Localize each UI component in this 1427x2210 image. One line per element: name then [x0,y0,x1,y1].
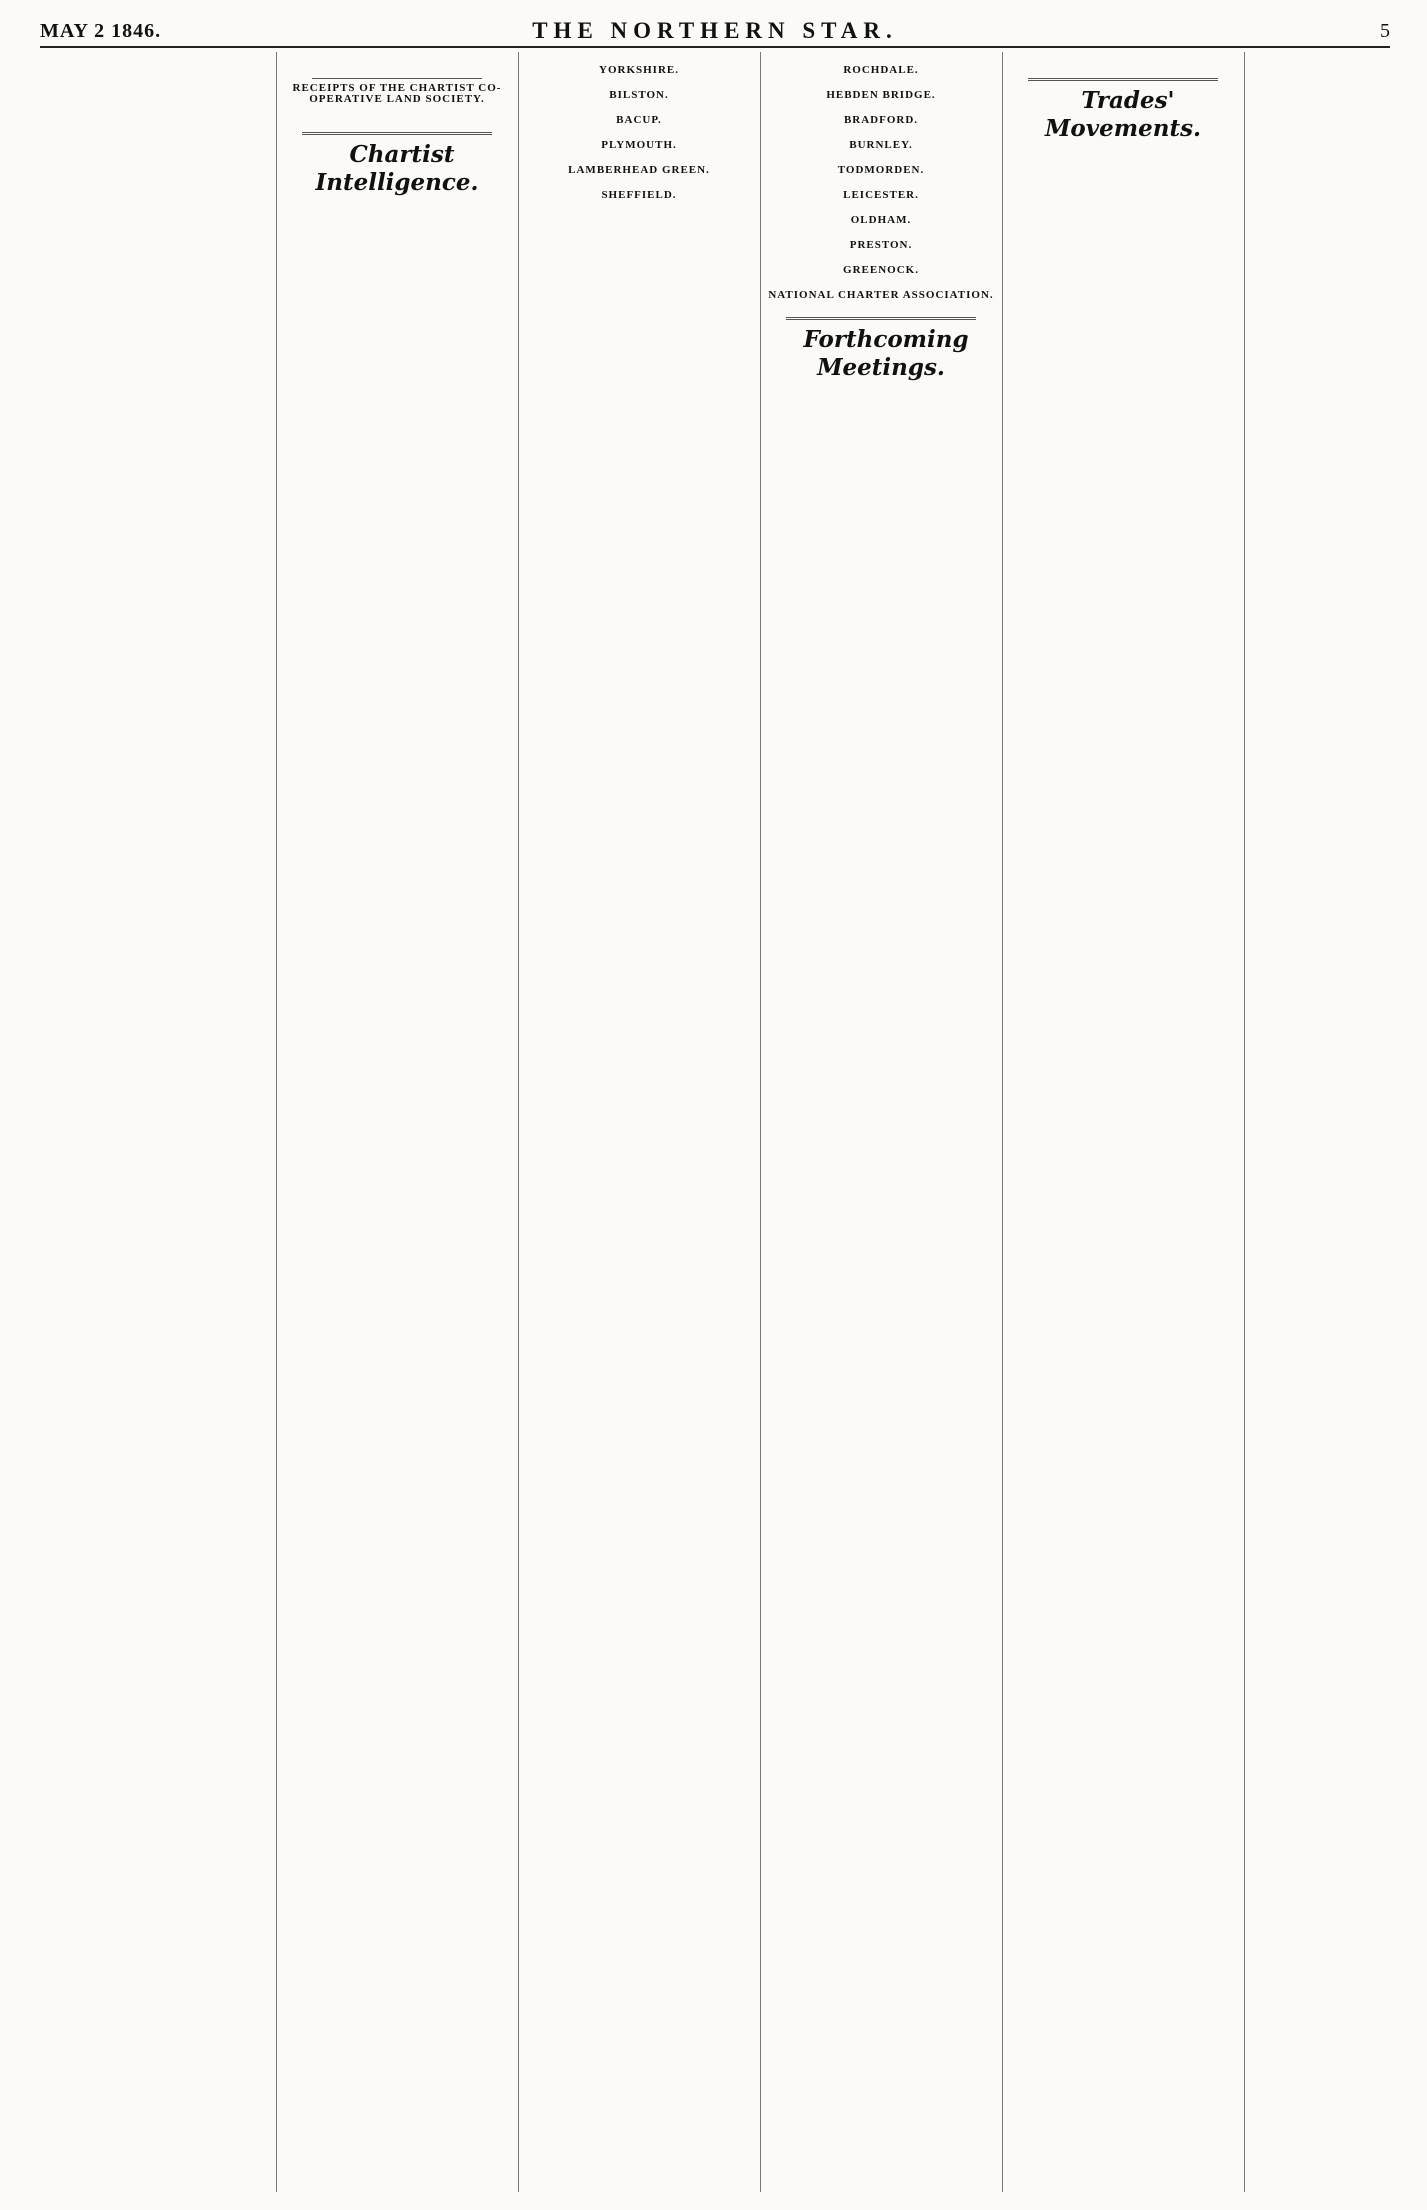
placeholder-line [524,152,754,163]
heading-todmorden: TODMORDEN. [837,164,925,176]
page-number: 5 [1380,20,1390,42]
column-2 [282,52,512,2192]
placeholder-line [524,202,754,213]
placeholder-line [282,210,512,221]
placeholder-line [1250,52,1410,63]
placeholder-line [524,102,754,113]
divider [302,132,492,135]
column-rule [760,52,761,2192]
receipts-heading: RECEIPTS OF THE CHARTIST CO-OPERATIVE LAND SOCIETY. [292,82,502,105]
heading-sheffield: SHEFFIELD. [601,189,677,201]
column-6 [1250,52,1410,2192]
placeholder-line [766,77,996,88]
divider [1028,78,1218,81]
placeholder-line [40,96,270,107]
heading-national-chartist-association: NATIONAL CHARTER ASSOCIATION. [768,289,994,301]
placeholder-line [282,106,512,117]
column-3 [524,52,754,2192]
column-rule [1002,52,1003,2192]
placeholder-line [40,52,270,63]
placeholder-line [766,302,996,313]
placeholder-line [1008,145,1238,156]
placeholder-line [1008,52,1238,63]
placeholder-line [524,77,754,88]
placeholder-line [1250,63,1410,74]
column-rule [1244,52,1245,2192]
placeholder-line [282,117,512,128]
column-rule [276,52,277,2192]
placeholder-line [766,152,996,163]
heading-yorkshire: YORKSHIRE. [599,64,679,76]
heading-greenock: GREENOCK. [843,264,919,276]
heading-leicester: LEICESTER. [843,189,919,201]
newspaper-title: THE NORTHERN STAR. [532,18,898,43]
placeholder-line [1250,74,1410,85]
placeholder-line [766,277,996,288]
heading-rochdale: ROCHDALE. [843,64,919,76]
placeholder-line [40,85,270,96]
section-heading-chartist-intelligence: Chartist Intelligence. [315,141,479,196]
placeholder-line [766,202,996,213]
heading-bradford: BRADFORD. [843,114,919,126]
placeholder-line [766,52,996,63]
placeholder-line [766,227,996,238]
column-4 [766,52,996,2192]
divider [312,78,482,79]
placeholder-line [1008,63,1238,74]
placeholder-line [766,252,996,263]
heading-oldham: OLDHAM. [850,214,912,226]
heading-plymouth: PLYMOUTH. [601,139,677,151]
column-rule [518,52,519,2192]
masthead [40,10,1390,48]
placeholder-line [766,127,996,138]
heading-bacup: BACUP. [616,114,662,126]
placeholder-line [766,177,996,188]
placeholder-line [1008,156,1238,167]
placeholder-line [282,52,512,63]
heading-preston: PRESTON. [849,239,913,251]
placeholder-line [40,63,270,74]
section-heading-trades-movements: Trades' Movements. [1044,87,1202,142]
section-heading-forthcoming-meetings: Forthcoming Meetings. [803,326,969,381]
divider [786,317,976,320]
column-5 [1008,52,1238,2192]
placeholder-line [40,74,270,85]
heading-hebden-bridge: HEBDEN BRIDGE. [826,89,936,101]
heading-lamberhead-green: LAMBERHEAD GREEN. [568,164,710,176]
heading-burnley: BURNLEY. [849,139,913,151]
placeholder-line [524,52,754,63]
placeholder-line [524,127,754,138]
placeholder-line [282,199,512,210]
placeholder-line [766,102,996,113]
issue-date: MAY 2 1846. [40,20,162,42]
placeholder-line [524,177,754,188]
column-1 [40,52,270,2192]
placeholder-line [766,384,996,395]
heading-bilston: BILSTON. [609,89,669,101]
placeholder-line [282,63,512,74]
